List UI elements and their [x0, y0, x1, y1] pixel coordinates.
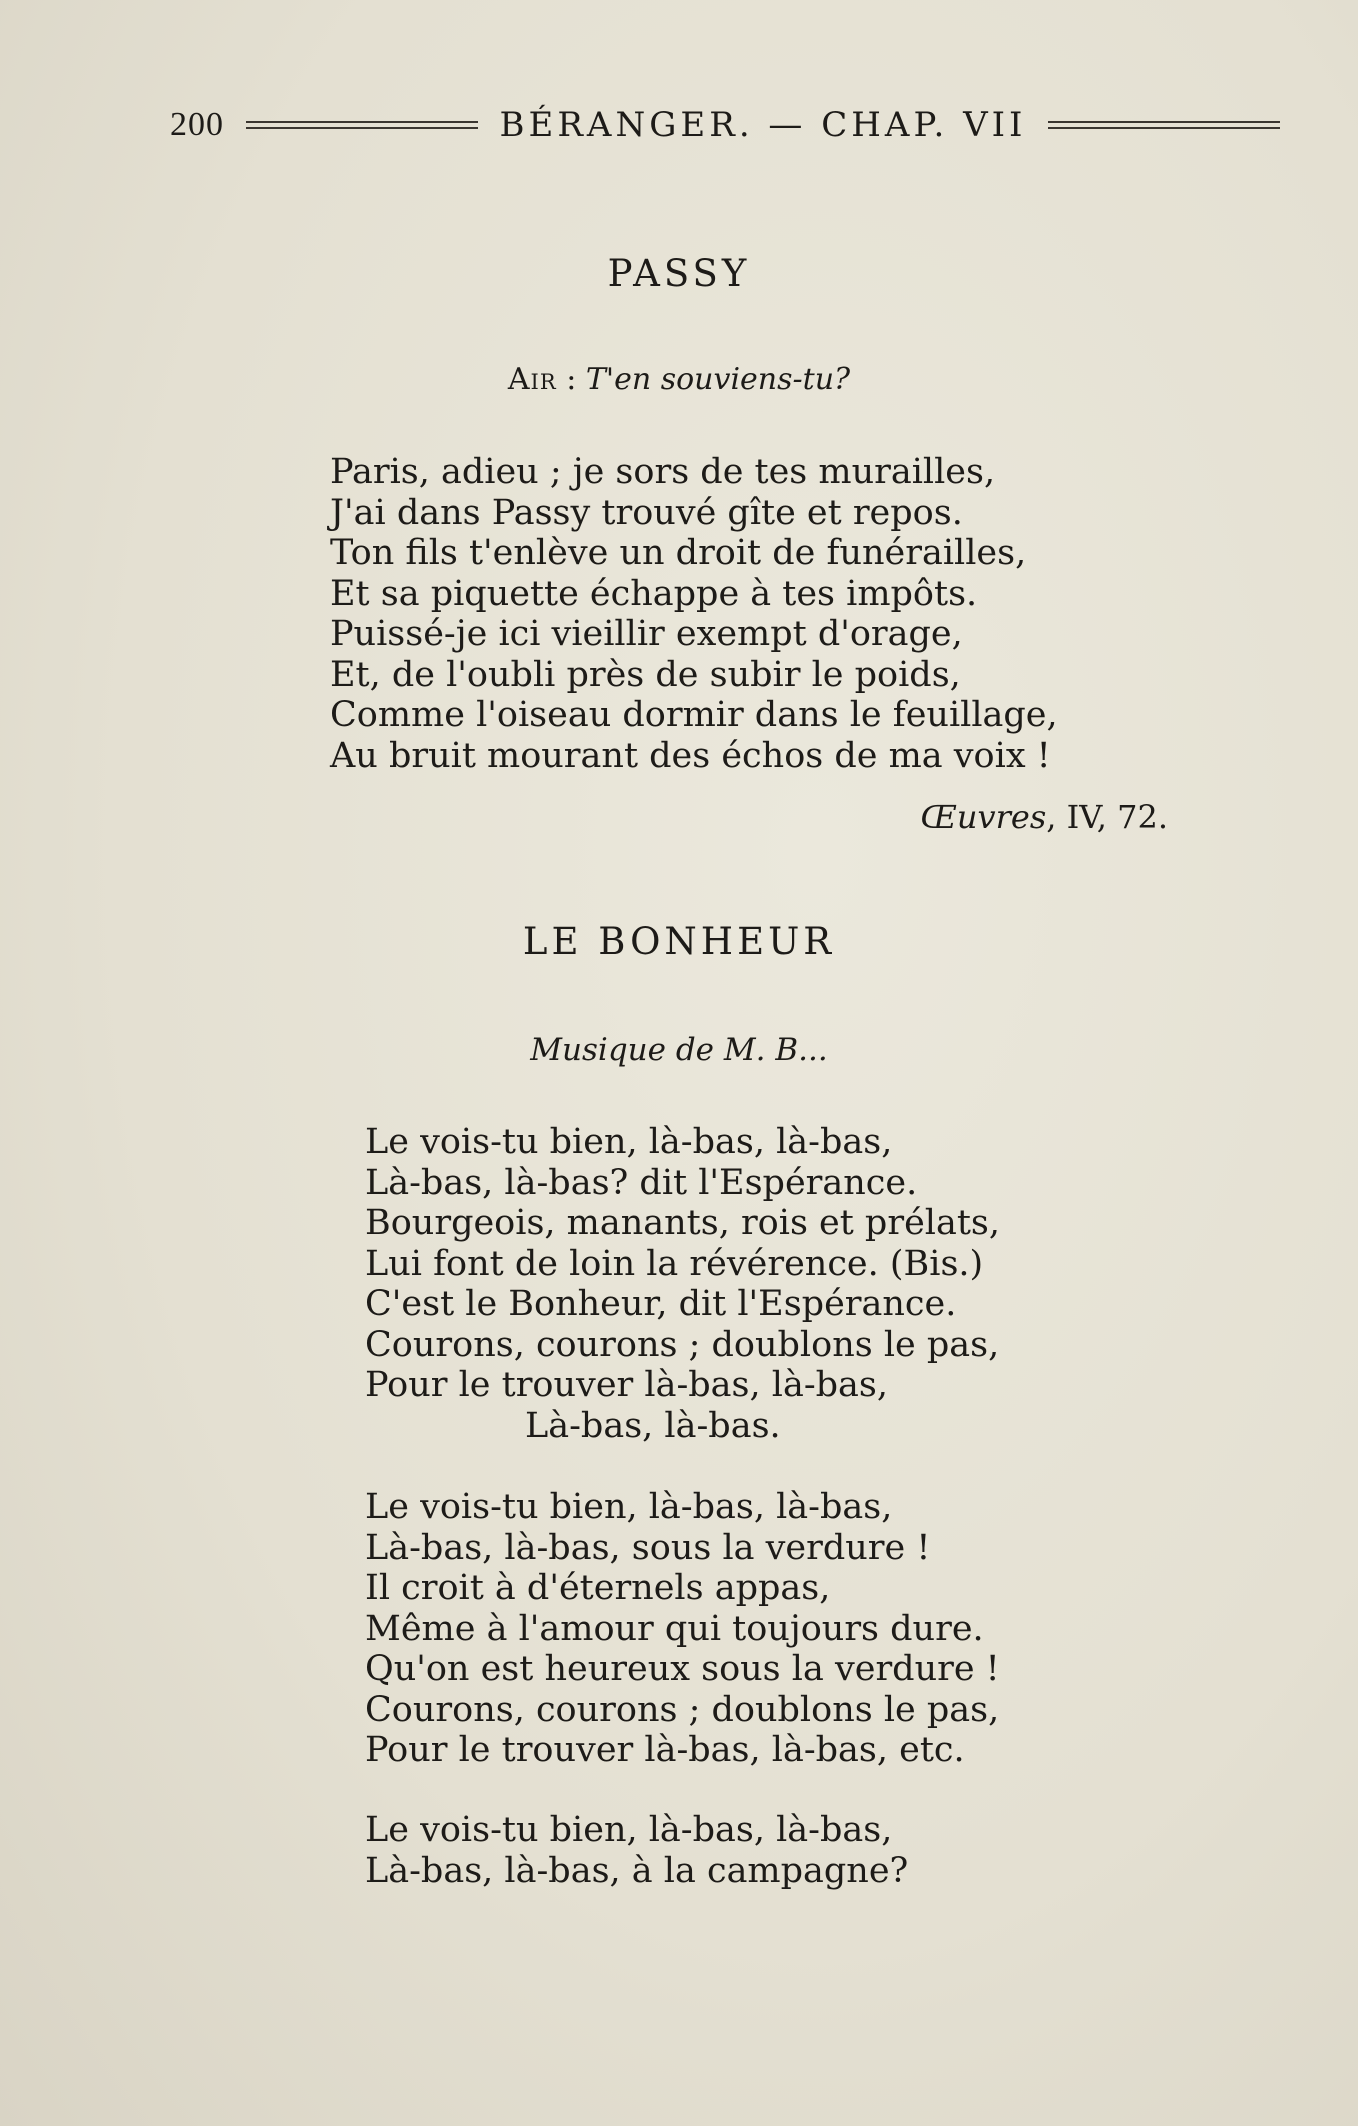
verse-line: Puissé-je ici vieillir exempt d'orage,	[330, 614, 963, 654]
stanza-passy-1	[330, 452, 1058, 776]
air-separator: :	[556, 362, 586, 397]
poem-title-passy: PASSY	[607, 252, 751, 295]
verse-line: Le vois-tu bien, là-bas, là-bas,	[365, 1487, 893, 1527]
verse-line: Au bruit mourant des échos de ma voix !	[330, 735, 1051, 776]
verse-line: Qu'on est heureux sous la verdure !	[365, 1649, 1000, 1689]
verse-line: Et, de l'oubli près de subir le poids,	[330, 654, 961, 695]
verse-line: Là-bas, là-bas, sous la verdure !	[365, 1527, 931, 1568]
verse-line: Courons, courons ; doublons le pas,	[365, 1324, 1000, 1365]
citation	[921, 798, 1168, 836]
air-tune: T'en souviens-tu?	[585, 362, 851, 397]
poem-title-le-bonheur: LE BONHEUR	[522, 920, 836, 963]
verse-line: Là-bas, là-bas? dit l'Espérance.	[365, 1162, 918, 1203]
stanza-bonheur-1	[365, 1122, 1000, 1446]
header-rule-right	[1048, 121, 1280, 129]
verse-line: Lui font de loin la révérence. (Bis.)	[365, 1243, 984, 1284]
verse-line: C'est le Bonheur, dit l'Espérance.	[365, 1284, 957, 1324]
page-number: 200	[170, 106, 224, 143]
verse-line: Pour le trouver là-bas, là-bas, etc.	[365, 1730, 965, 1770]
header-rule-left	[246, 121, 478, 129]
stanza-bonheur-3	[365, 1810, 908, 1891]
music-credit: Musique de M. B...	[530, 1032, 828, 1068]
verse-line: Il croit à d'éternels appas,	[365, 1568, 831, 1608]
citation-work: Œuvres	[920, 798, 1047, 836]
verse-line: Ton fils t'enlève un droit de funérailles,	[330, 533, 1027, 573]
citation-ref: , IV, 72.	[1046, 798, 1168, 836]
verse-line: Paris, adieu ; je sors de tes murailles,	[330, 452, 996, 492]
verse-line: Là-bas, là-bas, à la campagne?	[365, 1850, 909, 1891]
verse-line: Pour le trouver là-bas, là-bas,	[365, 1365, 889, 1405]
running-title: BÉRANGER. — CHAP. VII	[499, 105, 1027, 145]
air-line	[0, 362, 1358, 397]
air-label: Air	[507, 362, 557, 397]
verse-line: Et sa piquette échappe à tes impôts.	[330, 573, 978, 614]
running-head	[170, 100, 1280, 150]
verse-line: Courons, courons ; doublons le pas,	[365, 1689, 1000, 1730]
verse-line: Là-bas, là-bas.	[525, 1405, 781, 1446]
stanza-bonheur-2	[365, 1487, 1000, 1771]
verse-line: Le vois-tu bien, là-bas, là-bas,	[365, 1122, 893, 1162]
verse-line: Le vois-tu bien, là-bas, là-bas,	[365, 1810, 893, 1850]
verse-line: Même à l'amour qui toujours dure.	[365, 1608, 984, 1649]
verse-line: J'ai dans Passy trouvé gîte et repos.	[330, 492, 963, 533]
verse-line: Comme l'oiseau dormir dans le feuillage,	[330, 695, 1058, 735]
verse-line: Bourgeois, manants, rois et prélats,	[365, 1203, 1000, 1243]
